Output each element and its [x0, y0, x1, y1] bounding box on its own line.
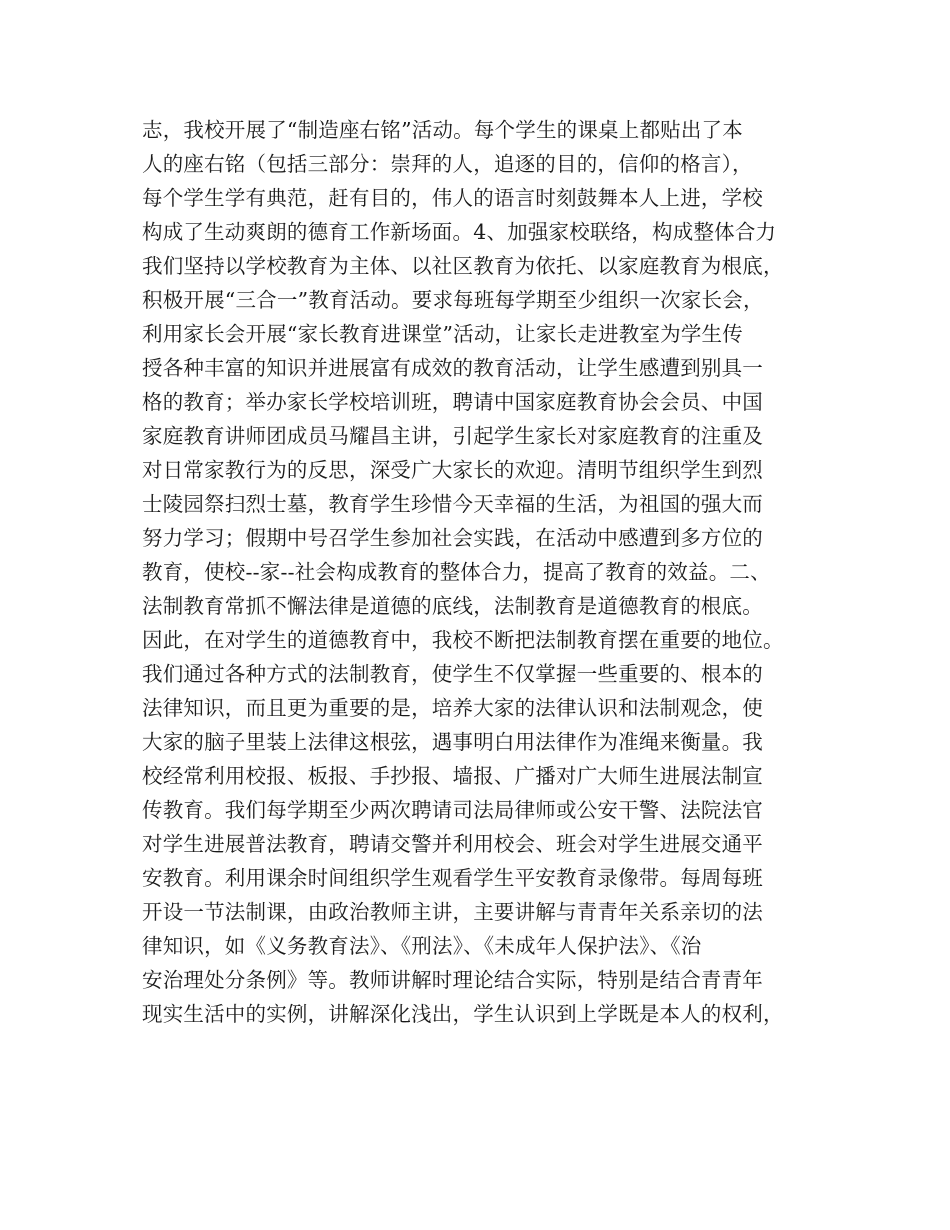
text-line-2: 人的座右铭（包括三部分：崇拜的人，追逐的目的，信仰的格言）， — [142, 152, 753, 176]
text-line-16: 因此，在对学生的道德教育中，我校不断把法制教育摆在重要的地位。 — [142, 628, 784, 652]
text-line-18: 法律知识，而且更为重要的是，培养大家的法律认识和法制观念，使 — [142, 696, 763, 720]
text-line-5: 我们坚持以学校教育为主体、以社区教育为依托、以家庭教育为根底， — [142, 254, 784, 278]
text-line-21: 传教育。我们每学期至少两次聘请司法局律师或公安干警、法院法官 — [142, 798, 763, 822]
text-line-14: 教育，使校--家--社会构成教育的整体合力，提高了教育的效益。二、 — [142, 560, 771, 584]
text-line-8: 授各种丰富的知识并进展富有成效的教育活动，让学生感遭到别具一 — [142, 356, 763, 380]
text-line-27: 现实生活中的实例，讲解深化浅出，学生认识到上学既是本人的权利， — [142, 1002, 784, 1026]
text-line-13: 努力学习；假期中号召学生参加社会实践，在活动中感遭到多方位的 — [142, 526, 763, 550]
text-line-11: 对日常家教行为的反思，深受广大家长的欢迎。清明节组织学生到烈 — [142, 458, 763, 482]
text-line-23: 安教育。利用课余时间组织学生观看学生平安教育录像带。每周每班 — [142, 866, 763, 890]
text-line-10: 家庭教育讲师团成员马耀昌主讲，引起学生家长对家庭教育的注重及 — [142, 424, 763, 448]
text-line-19: 大家的脑子里装上法律这根弦，遇事明白用法律作为准绳来衡量。我 — [142, 730, 763, 754]
text-line-4: 构成了生动爽朗的德育工作新场面。4、加强家校联络，构成整体合力 — [142, 220, 777, 244]
text-line-15: 法制教育常抓不懈法律是道德的底线，法制教育是道德教育的根底。 — [142, 594, 763, 618]
text-line-7: 利用家长会开展“家长教育进课堂”活动，让家长走进教室为学生传 — [142, 322, 743, 346]
text-line-17: 我们通过各种方式的法制教育，使学生不仅掌握一些重要的、根本的 — [142, 662, 763, 686]
text-line-1: 志，我校开展了“制造座右铭”活动。每个学生的课桌上都贴出了本 — [142, 118, 743, 142]
text-line-22: 对学生进展普法教育，聘请交警并利用校会、班会对学生进展交通平 — [142, 832, 763, 856]
text-line-20: 校经常利用校报、板报、手抄报、墙报、广播对广大师生进展法制宣 — [142, 764, 763, 788]
text-line-9: 格的教育；举办家长学校培训班，聘请中国家庭教育协会会员、中国 — [142, 390, 763, 414]
text-line-3: 每个学生学有典范，赶有目的，伟人的语言时刻鼓舞本人上进，学校 — [142, 186, 763, 210]
text-line-12: 士陵园祭扫烈士墓，教育学生珍惜今天幸福的生活，为祖国的强大而 — [142, 492, 763, 516]
text-line-6: 积极开展“三合一”教育活动。要求每班每学期至少组织一次家长会， — [142, 288, 764, 312]
text-line-25: 律知识，如《义务教育法》、《刑法》、《未成年人保护法》、《治 — [142, 934, 702, 958]
text-line-26: 安治理处分条例》等。教师讲解时理论结合实际，特别是结合青青年 — [142, 968, 763, 992]
body-text — [142, 113, 832, 1031]
text-line-24: 开设一节法制课，由政治教师主讲，主要讲解与青青年关系亲切的法 — [142, 900, 763, 924]
